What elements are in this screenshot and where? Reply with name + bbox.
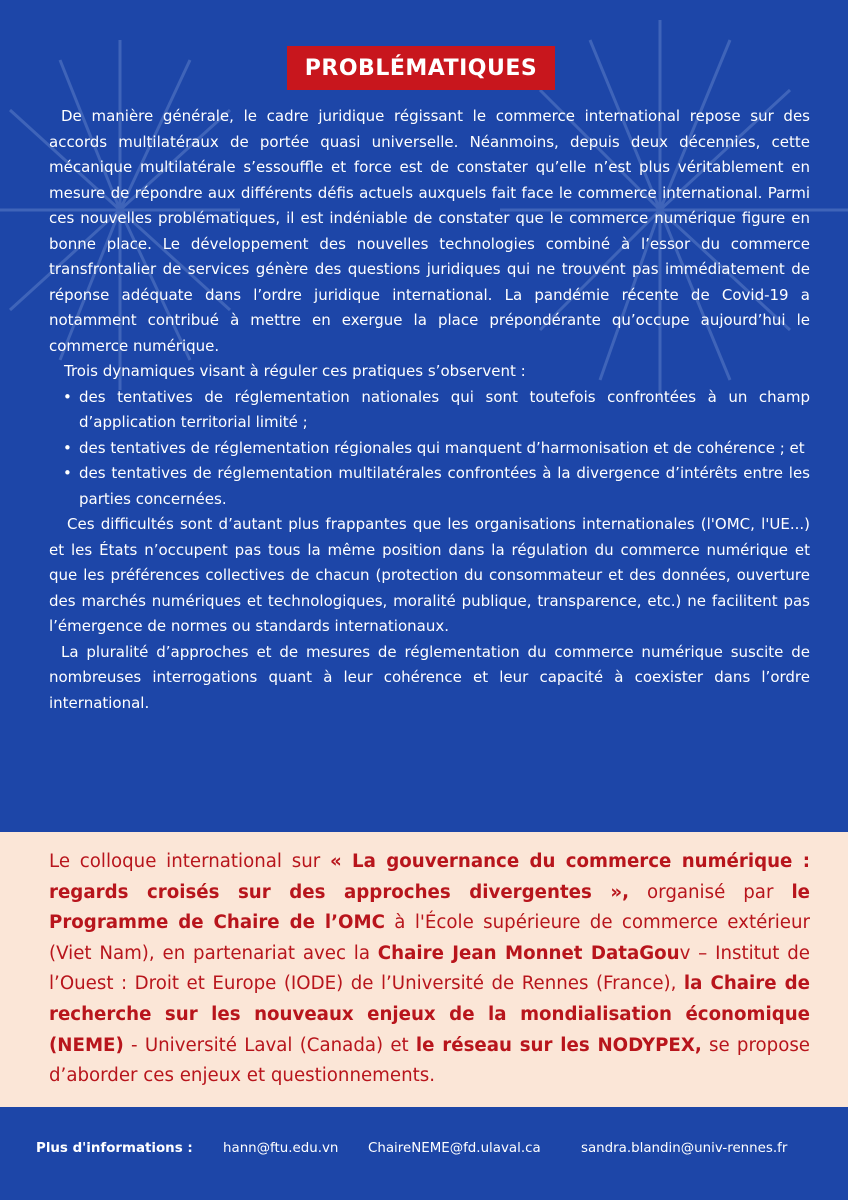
partner-name: le réseau sur les NODYPEX, bbox=[415, 1034, 702, 1056]
difficulties-paragraph: Ces difficultés sont d’autant plus frappantes que les organisations internationales (l'OMC, l'UE...) et les États n’occupent pas tous la même position dans la régulation du commerce numérique et que les préférences collectives de chacun (protection du consommateur et des données, ouverture des marchés numériques et technologiques, moralité publique, transparence, etc.) ne facilitent pas l’émergence de normes ou standards internationaux. bbox=[49, 515, 810, 635]
partner-name: Chaire Jean Monnet DataGou bbox=[377, 942, 680, 964]
dynamics-intro: Trois dynamiques visant à réguler ces pratiques s’observent : bbox=[64, 362, 526, 380]
colloque-band bbox=[0, 832, 848, 1107]
partner-name: la Chaire de recherche sur les nouveaux enjeux de la mondialisation économique (NEME) bbox=[49, 973, 810, 1056]
list-item: • des tentatives de réglementation nationales qui sont toutefois confrontées à un champ d’application territorial limité ; bbox=[79, 385, 810, 436]
colloque-text: organisé par bbox=[629, 881, 792, 903]
colloque-paragraph bbox=[49, 847, 810, 1092]
plurality-paragraph: La pluralité d’approches et de mesures de réglementation du commerce numérique suscite de nombreuses interrogations quant à leur cohérence et leur capacité à coexister dans l’ordre international. bbox=[49, 642, 810, 712]
email-link[interactable]: ChaireNEME@fd.ulaval.ca bbox=[368, 1141, 541, 1156]
contact-label: Plus d'informations : bbox=[36, 1141, 193, 1156]
email-link[interactable]: sandra.blandin@univ-rennes.fr bbox=[581, 1141, 788, 1156]
list-item: • des tentatives de réglementation multilatérales confrontées à la divergence d’intérêts entre les parties concernées. bbox=[79, 461, 810, 512]
intro-paragraph: De manière générale, le cadre juridique régissant le commerce international repose sur des accords multilatéraux de portée quasi universelle. Néanmoins, depuis deux décennies, cette mécanique multilatérale s’essouffle et force est de constater qu’elle n’est plus véritablement en mesure de répondre aux différents défis actuels auxquels fait face le commerce international. Parmi ces nouvelles problématiques, il est indéniable de constater que le commerce numérique figure en bonne place. Le développement des nouvelles technologies combiné à l’essor du commerce transfrontalier de services génère des questions juridiques qui ne trouvent pas immédiatement de réponse adéquate dans l’ordre juridique international. La pandémie récente de Covid-19 a notamment contribué à mettre en exergue la place prépondérante qu’occupe aujourd’hui le commerce numérique. bbox=[49, 107, 810, 355]
problematiques-body bbox=[49, 104, 810, 716]
organizer-name: le Programme de Chaire de l’OMC bbox=[49, 881, 811, 934]
colloque-text: - Université Laval (Canada) et bbox=[123, 1034, 416, 1056]
contact-footer bbox=[0, 1107, 848, 1200]
colloque-title: « La gouvernance du commerce numérique : regards croisés sur des approches divergentes », bbox=[49, 851, 810, 903]
section-title: PROBLÉMATIQUES bbox=[287, 46, 555, 90]
colloque-text: se propose d’aborder ces enjeux et questionnements. bbox=[49, 1034, 810, 1087]
colloque-text: Le colloque international sur bbox=[49, 851, 330, 872]
list-item: • des tentatives de réglementation régionales qui manquent d’harmonisation et de cohérence ; et bbox=[79, 436, 810, 462]
dynamics-list bbox=[49, 385, 810, 513]
colloque-text: v – Institut de l’Ouest : Droit et Europe (IODE) de l’Université de Rennes (France), bbox=[49, 942, 811, 995]
colloque-text: à l'École supérieure de commerce extérieur (Viet Nam), en partenariat avec la bbox=[49, 912, 810, 964]
email-link[interactable]: hann@ftu.edu.vn bbox=[223, 1141, 339, 1156]
